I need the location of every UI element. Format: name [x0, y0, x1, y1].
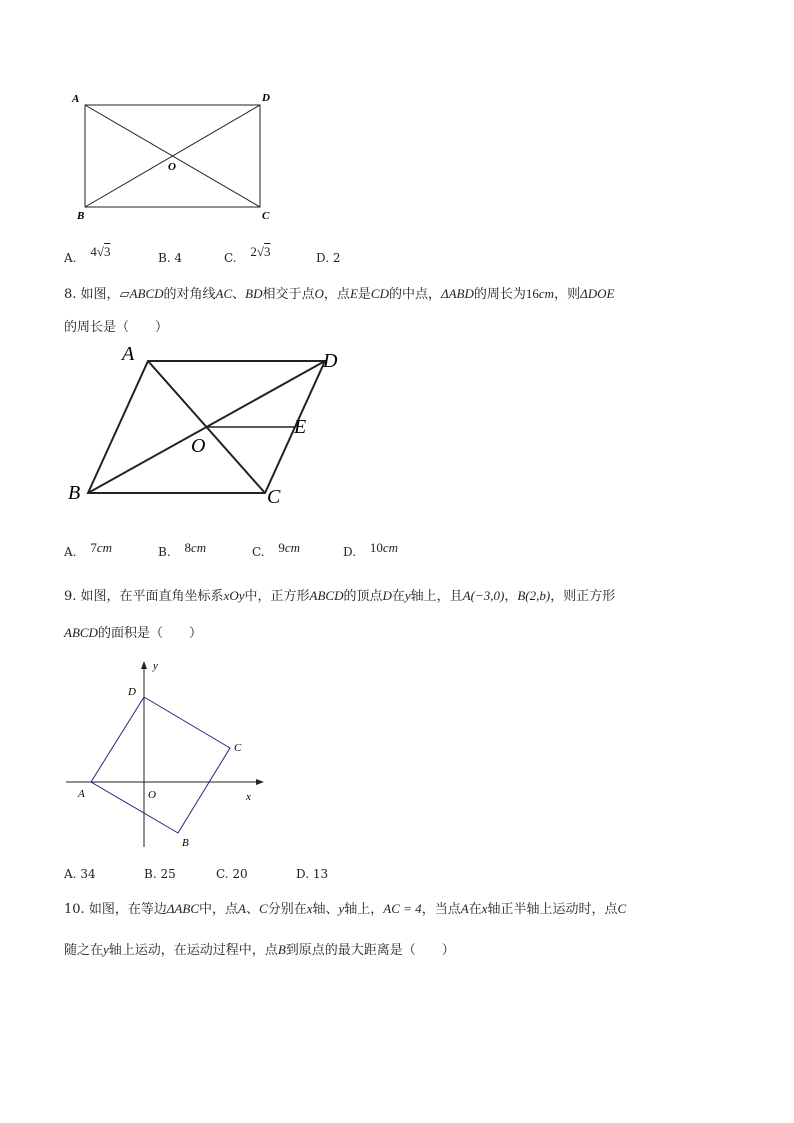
label-D: D [128, 686, 136, 698]
q7-option-c: C. 2√3 [224, 244, 271, 265]
label-B: B [182, 837, 189, 849]
label-O: O [168, 161, 176, 173]
q8-question-line2: 的周长是（ ） [64, 320, 169, 335]
q10-question-line1: 10. 如图，在等边ΔABC中，点A、C分别在x轴、y轴上，AC = 4，当点A在x轴正半轴上运动时，点C [64, 901, 627, 917]
label-O: O [191, 435, 206, 457]
q7-option-d: D. 2 [316, 251, 341, 265]
q8-option-b: B. 8cm [158, 540, 207, 559]
label-y: y [153, 660, 158, 672]
q8-option-c: C. 9cm [252, 540, 301, 559]
q8-question-line1: 8. 如图，▱ABCD的对角线AC、BD相交于点O，点E是CD的中点，ΔABD的周长为16cm，则ΔDOE [64, 286, 615, 302]
q9-option-a: A. 34 [64, 867, 96, 881]
label-C: C [267, 486, 281, 508]
label-E: E [294, 416, 307, 438]
label-D: D [323, 350, 338, 372]
q8-option-d: D. 10cm [343, 540, 399, 559]
q9-option-d: D. 13 [296, 867, 329, 881]
label-x: x [246, 791, 251, 803]
label-C: C [262, 210, 270, 222]
label-A: A [72, 93, 80, 105]
figure-rectangle [60, 86, 290, 226]
q9-option-c: C. 20 [216, 867, 248, 881]
q7-option-a: A. 4√3 [64, 244, 111, 265]
label-A: A [78, 788, 85, 800]
label-B: B [77, 210, 85, 222]
label-O: O [148, 789, 156, 801]
label-B: B [68, 482, 81, 504]
q9-question-line2: ABCD的面积是（ ） [64, 625, 202, 641]
q8-option-a: A. 7cm [64, 540, 112, 559]
q9-question-line1: 9. 如图，在平面直角坐标系xOy中，正方形ABCD的顶点D在y轴上，且A(−3,0)，B(2,b)，则正方形 [64, 588, 616, 604]
label-D: D [262, 92, 270, 104]
figure-parallelogram [60, 340, 360, 515]
q9-option-b: B. 25 [144, 867, 176, 881]
label-C: C [234, 742, 242, 754]
label-A: A [122, 343, 135, 365]
figure-square-axes [60, 655, 270, 855]
q7-option-b: B. 4 [158, 251, 183, 265]
q10-question-line2: 随之在y轴上运动，在运动过程中，点B到原点的最大距离是（ ） [64, 942, 455, 958]
